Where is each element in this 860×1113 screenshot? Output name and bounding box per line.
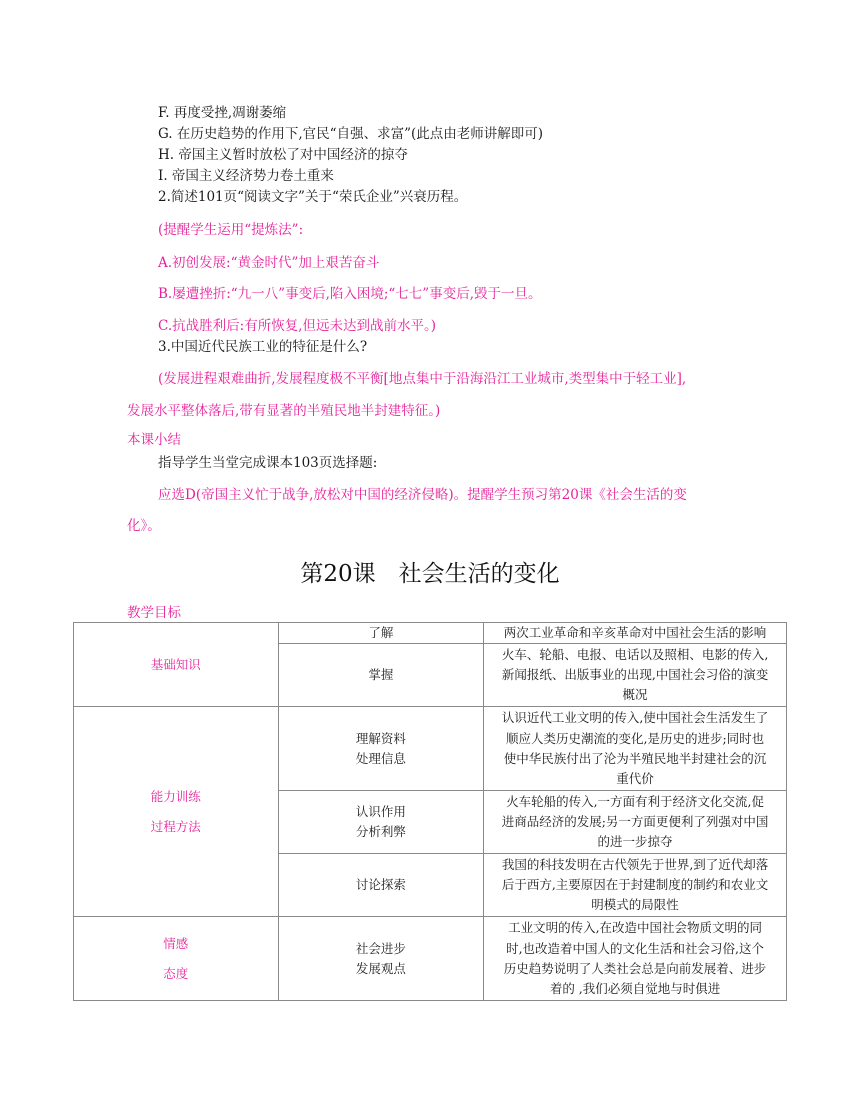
q2-hint: (提醒学生运用“提炼法”: — [158, 222, 304, 238]
question-3: 3.中国近代民族工业的特征是什么? — [158, 339, 368, 355]
question-2: 2.简述101页“阅读文字”关于“荣氏企业”兴衰历程。 — [158, 189, 468, 205]
q2-point-c: C.抗战胜利后:有所恢复,但远未达到战前水平。) — [158, 318, 436, 334]
list-item-h: H. 帝国主义暂时放松了对中国经济的掠夺 — [158, 147, 408, 163]
content-cell: 火车、轮船、电报、电话以及照相、电影的传入, 新闻报纸、出版事业的出现,中国社会习俗的演变 概况 — [484, 644, 787, 707]
content-cell: 火车轮船的传入,一方面有利于经济文化交流,促 进商品经济的发展;另一方面更便利了列强对中国 的进一步掠夺 — [484, 791, 787, 854]
category-basic-knowledge: 基础知识 — [74, 623, 279, 707]
q2-point-a: A.初创发展:“黄金时代”加上艰苦奋斗 — [158, 255, 380, 271]
list-item-i: I. 帝国主义经济势力卷土重来 — [158, 168, 334, 184]
summary-answer-line2: 化》。 — [127, 518, 161, 534]
lesson-title: 第20课 社会生活的变化 — [300, 561, 560, 587]
content-cell: 认识近代工业文明的传入,使中国社会生活发生了 顺应人类历史潮流的变化,是历史的进步;同时也 使中华民族付出了沦为半殖民地半封建社会的沉 重代价 — [484, 707, 787, 791]
objectives-heading: 教学目标 — [127, 605, 181, 621]
category-emotion-attitude: 情感 态度 — [74, 917, 279, 1001]
level-cell: 社会进步 发展观点 — [278, 917, 484, 1001]
q3-answer-line1: (发展进程艰难曲折,发展程度极不平衡[地点集中于沿海沿江工业城市,类型集中于轻工业], — [158, 371, 687, 387]
level-cell: 了解 — [278, 623, 484, 644]
level-cell: 掌握 — [278, 644, 484, 707]
list-item-f: F. 再度受挫,凋谢萎缩 — [158, 105, 287, 121]
objectives-table — [73, 622, 787, 1001]
level-cell: 讨论探索 — [278, 854, 484, 917]
table-row — [74, 707, 787, 791]
q3-answer-line2: 发展水平整体落后,带有显著的半殖民地半封建特征。) — [127, 403, 441, 419]
category-ability-method: 能力训练 过程方法 — [74, 707, 279, 917]
content-cell: 两次工业革命和辛亥革命对中国社会生活的影响 — [484, 623, 787, 644]
level-cell: 认识作用 分析利弊 — [278, 791, 484, 854]
level-cell: 理解资料 处理信息 — [278, 707, 484, 791]
list-item-g: G. 在历史趋势的作用下,官民“自强、求富”(此点由老师讲解即可) — [158, 126, 544, 142]
table-row — [74, 623, 787, 644]
summary-instruction: 指导学生当堂完成课本103页选择题: — [158, 455, 378, 471]
content-cell: 工业文明的传入,在改造中国社会物质文明的同 时,也改造着中国人的文化生活和社会习俗,这个 历史趋势说明了人类社会总是向前发展着、进步 着的 ,我们必须自觉地与时俱进 — [484, 917, 787, 1001]
table-row — [74, 917, 787, 1001]
q2-point-b: B.屡遭挫折:“九一八”事变后,陷入困境;“七七”事变后,毁于一旦。 — [158, 286, 542, 302]
summary-heading: 本课小结 — [127, 432, 181, 448]
summary-answer-line1: 应选D(帝国主义忙于战争,放松对中国的经济侵略)。提醒学生预习第20课《社会生活的变 — [158, 487, 687, 503]
content-cell: 我国的科技发明在古代领先于世界,到了近代却落 后于西方,主要原因在于封建制度的制约和农业文 明模式的局限性 — [484, 854, 787, 917]
